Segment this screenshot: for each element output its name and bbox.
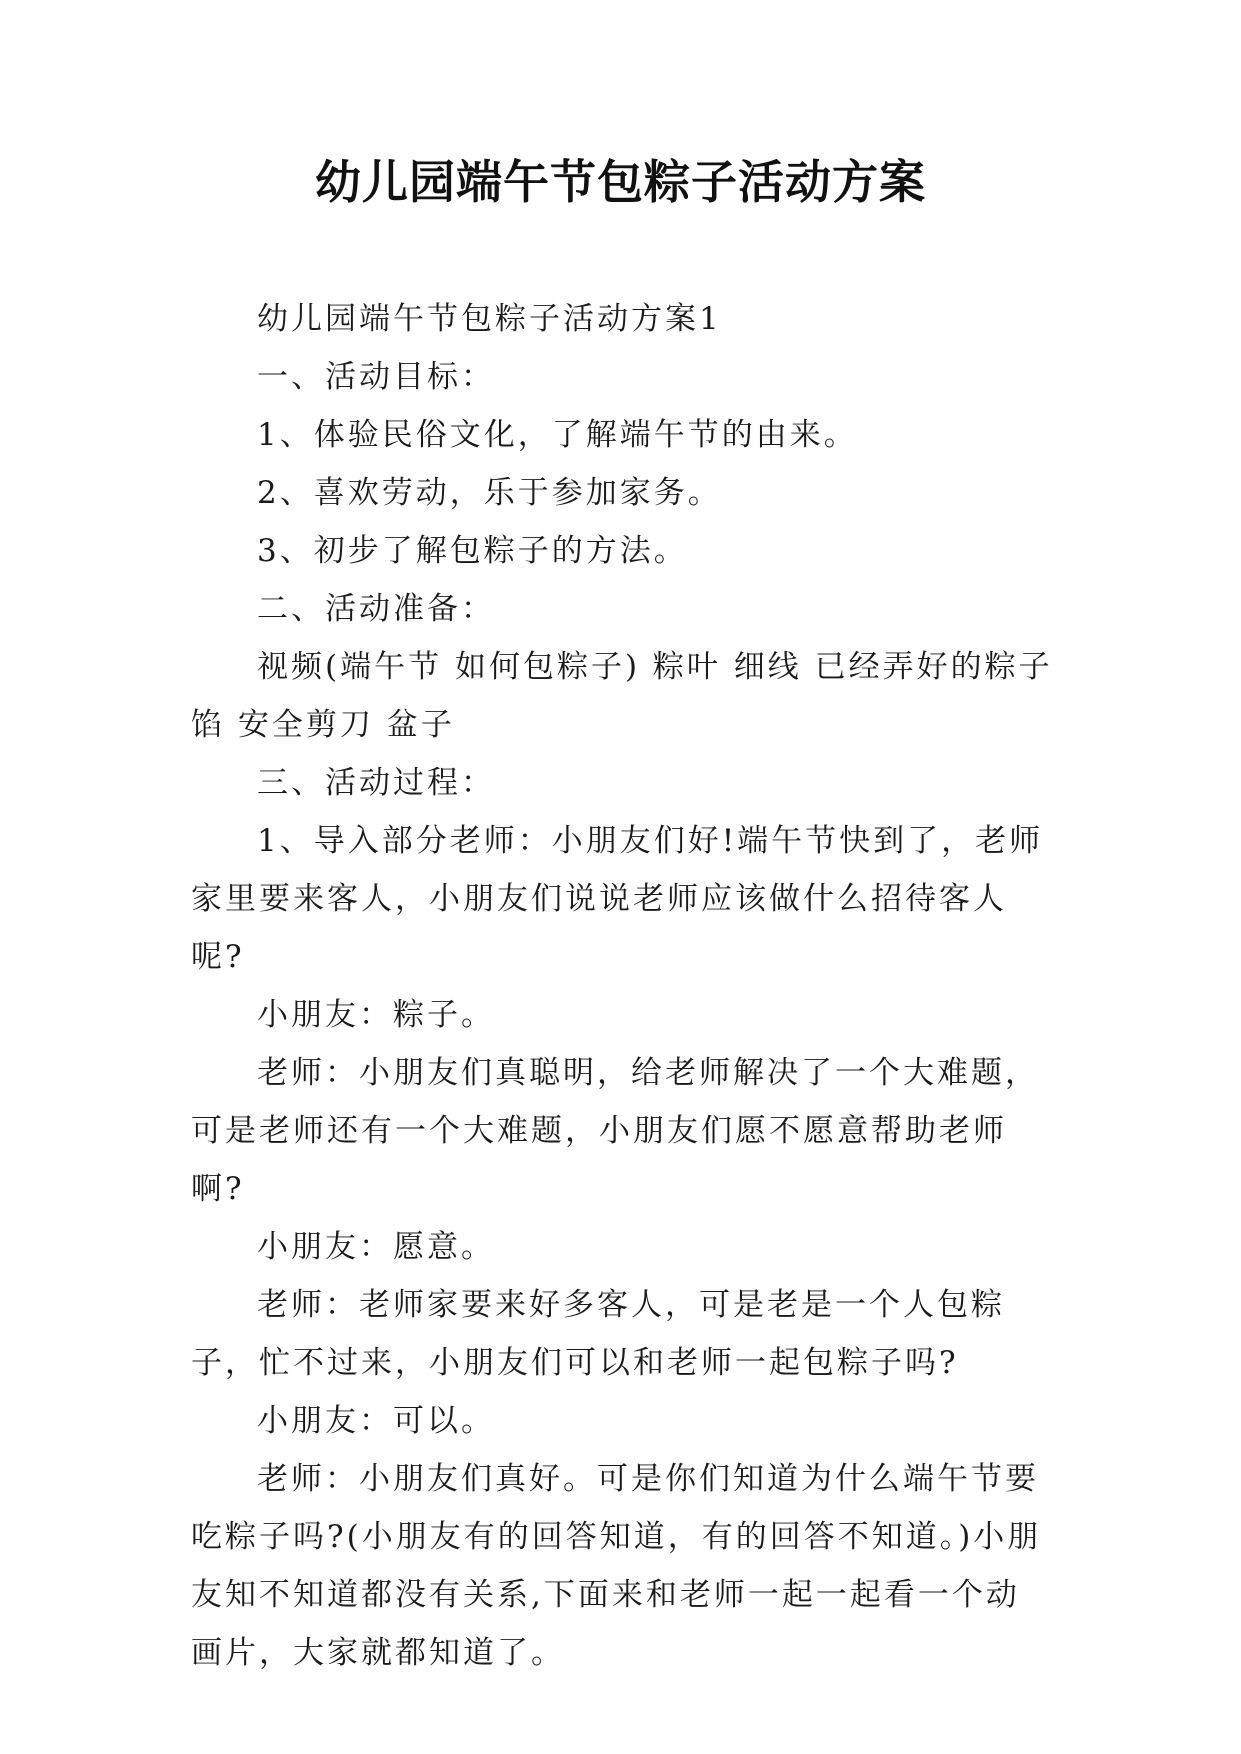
paragraph-dialogue: 小朋友：愿意。 xyxy=(257,1229,495,1265)
paragraph-section-goals: 一、活动目标： xyxy=(257,359,495,395)
paragraph-goal-1: 1、体验民俗文化，了解端午节的由来。 xyxy=(257,417,858,453)
paragraph-dialogue: 老师：小朋友们真好。可是你们知道为什么端午节要吃粽子吗?(小朋友有的回答知道，有的回答不知道。)小朋友知不知道都没有关系,下面来和老师一起一起看一个动画片，大家就都知道了。 xyxy=(191,1461,1042,1671)
document-body xyxy=(191,290,1053,1682)
paragraph-section-preparation: 二、活动准备： xyxy=(257,591,495,627)
paragraph-dialogue: 小朋友：粽子。 xyxy=(257,997,495,1033)
paragraph-dialogue: 老师：小朋友们真聪明，给老师解决了一个大难题，可是老师还有一个大难题，小朋友们愿不愿意帮助老师啊? xyxy=(191,1055,1039,1207)
paragraph-intro: 1、导入部分老师：小朋友们好!端午节快到了，老师家里要来客人，小朋友们说说老师应该做什么招待客人呢? xyxy=(191,823,1044,975)
paragraph-dialogue: 小朋友：可以。 xyxy=(257,1403,495,1439)
paragraph-materials: 视频(端午节 如何包粽子) 粽叶 细线 已经弄好的粽子馅 安全剪刀 盆子 xyxy=(191,649,1053,743)
paragraph-plan-heading: 幼儿园端午节包粽子活动方案1 xyxy=(257,301,722,337)
paragraph-goal-3: 3、初步了解包粽子的方法。 xyxy=(257,533,688,569)
document-title: 幼儿园端午节包粽子活动方案 xyxy=(315,155,926,209)
paragraph-goal-2: 2、喜欢劳动，乐于参加家务。 xyxy=(257,475,722,511)
paragraph-dialogue: 老师：老师家要来好多客人，可是老是一个人包粽子，忙不过来，小朋友们可以和老师一起包粽子吗? xyxy=(191,1287,1005,1381)
paragraph-section-process: 三、活动过程： xyxy=(257,765,495,801)
